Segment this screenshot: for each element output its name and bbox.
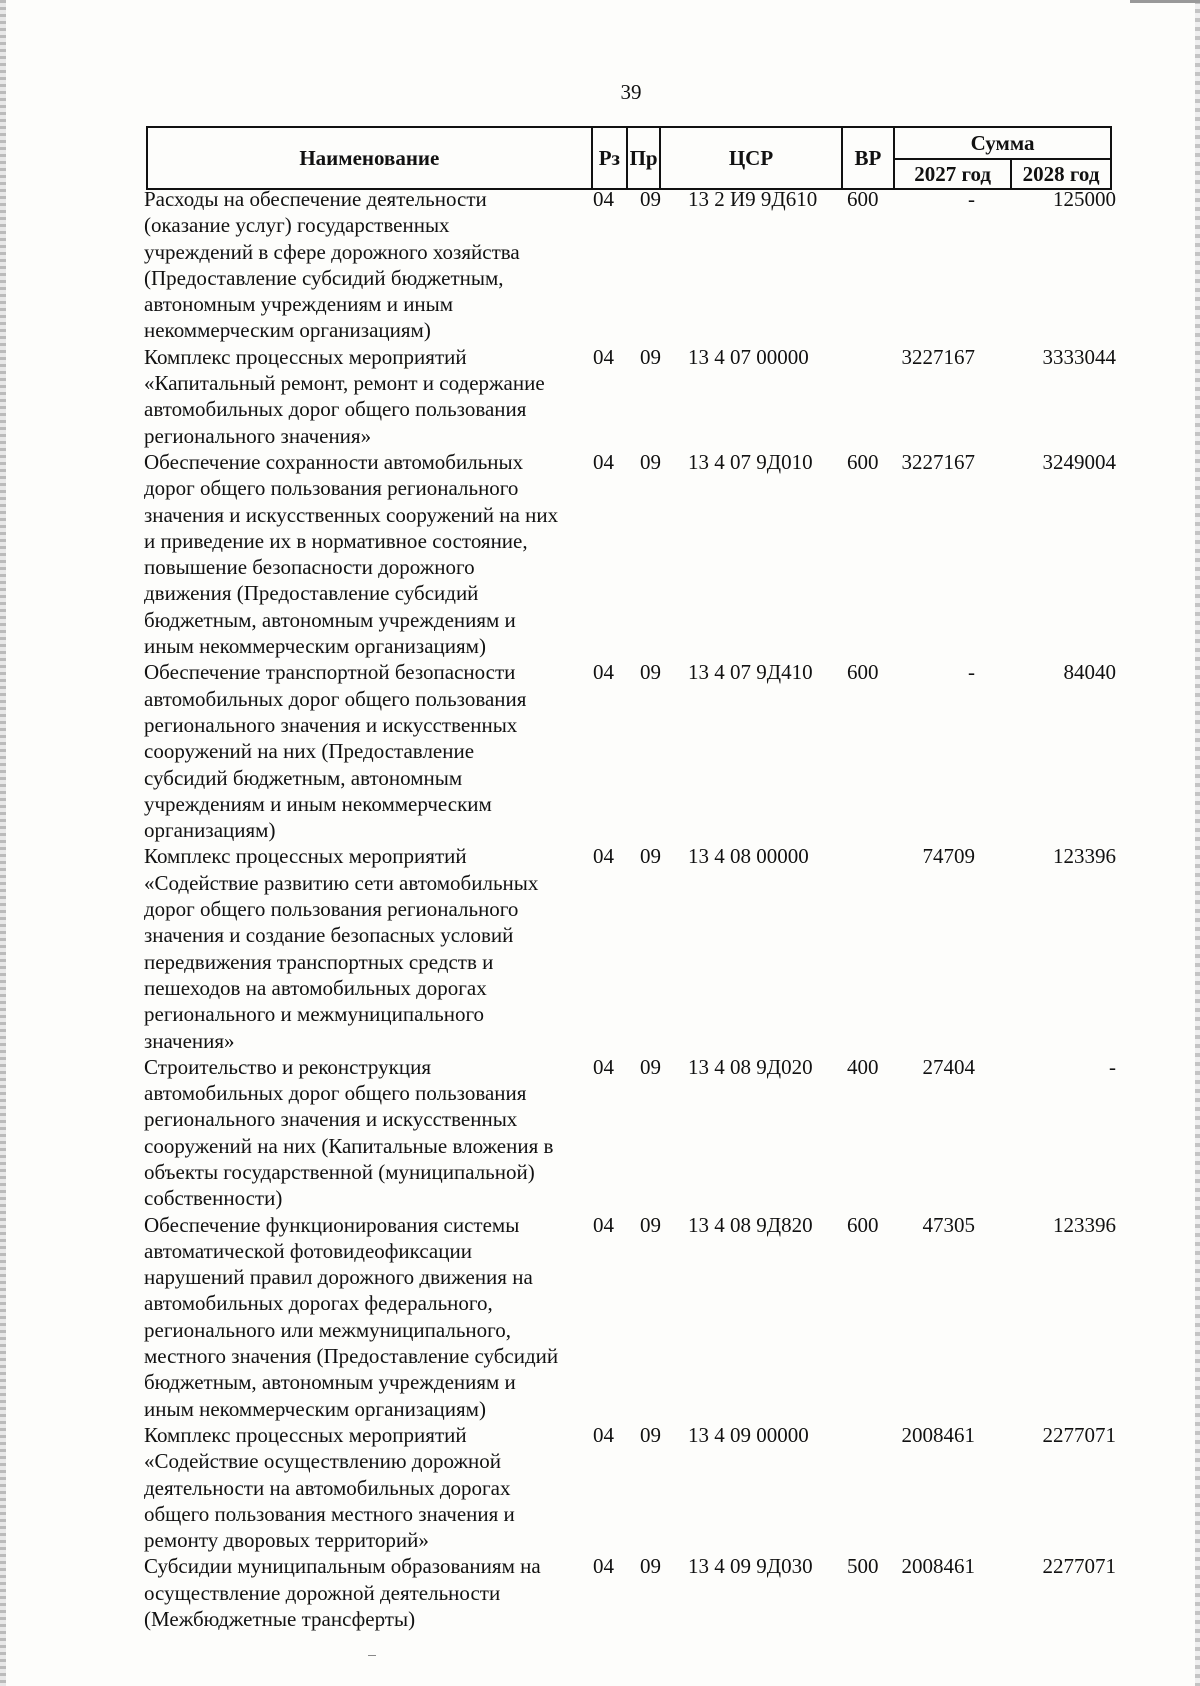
table-row (144, 843, 1116, 1053)
row-name-line: деятельности на автомобильных дорогах (144, 1475, 511, 1500)
row-name (144, 186, 580, 344)
row-vr: 600 (847, 1212, 879, 1237)
row-sum-2028: 3333044 (1042, 344, 1116, 369)
row-name-line: и приведение их в нормативное состояние, (144, 528, 528, 553)
row-sum-2027: 74709 (922, 844, 975, 869)
row-name-line: «Содействие развитию сети автомобильных (144, 870, 539, 895)
table-row (144, 1054, 1116, 1212)
row-csr: 13 4 08 9Д020 (688, 1054, 813, 1079)
row-rz: 04 (593, 1212, 614, 1237)
row-name (144, 1422, 580, 1553)
row-pr: 09 (640, 449, 661, 474)
row-name-line: автомобильных дорогах федерального, (144, 1291, 493, 1316)
row-sum-2027: - (968, 660, 975, 685)
row-name-line: Обеспечение транспортной безопасности (144, 660, 516, 685)
row-name-line: значения» (144, 1028, 235, 1053)
row-vr: 600 (847, 449, 879, 474)
row-name-line: субсидий бюджетным, автономным (144, 765, 463, 790)
row-sum-2027: 2008461 (901, 1422, 975, 1447)
row-sum-2027: 47305 (922, 1212, 975, 1237)
row-csr: 13 4 08 9Д820 (688, 1212, 813, 1237)
row-name-line: Расходы на обеспечение деятельности (144, 187, 487, 211)
row-name-line: дорог общего пользования регионального (144, 897, 519, 922)
row-name-line: бюджетным, автономным учреждениям и (144, 1370, 516, 1395)
row-name (144, 659, 580, 843)
row-vr: 400 (847, 1054, 879, 1079)
row-pr: 09 (640, 844, 661, 869)
row-vr: 600 (847, 660, 879, 685)
row-name-line: регионального значения и искусственных (144, 1107, 518, 1132)
scan-corner-mark (1130, 0, 1200, 3)
row-name-line: автономным учреждениям и иным (144, 292, 454, 317)
row-name (144, 843, 580, 1053)
row-name-line: учреждений в сфере дорожного хозяйства (144, 239, 520, 264)
row-rz: 04 (593, 844, 614, 869)
row-csr: 13 4 09 00000 (688, 1422, 809, 1447)
row-rz: 04 (593, 1554, 614, 1579)
table-row (144, 449, 1116, 659)
row-sum-2027: 3227167 (901, 449, 975, 474)
row-name-line: ремонту дворовых территорий» (144, 1528, 429, 1553)
row-sum-2028: - (1109, 1054, 1116, 1079)
header-year-2027: 2027 год (894, 159, 1011, 189)
row-csr: 13 2 И9 9Д610 (688, 187, 818, 211)
scan-edge-left (0, 0, 6, 1686)
row-sum-2027: 3227167 (901, 344, 975, 369)
row-name-line: (Предоставление субсидий бюджетным, (144, 265, 504, 290)
row-rz: 04 (593, 1422, 614, 1447)
row-name-line: регионального значения» (144, 423, 372, 448)
row-name (144, 1212, 580, 1422)
row-name-line: сооружений на них (Капитальные вложения в (144, 1133, 554, 1158)
row-name-line: (оказание услуг) государственных (144, 213, 450, 238)
row-name-line: значения и искусственных сооружений на них (144, 502, 559, 527)
row-name (144, 1054, 580, 1212)
table-header (146, 126, 1112, 190)
row-name-line: движения (Предоставление субсидий (144, 581, 479, 606)
row-name-line: иным некоммерческим организациям) (144, 634, 486, 659)
row-name-line: Субсидии муниципальным образованиям на (144, 1554, 541, 1579)
row-sum-2028: 123396 (1053, 1212, 1116, 1237)
row-sum-2027: - (968, 187, 975, 211)
row-pr: 09 (640, 344, 661, 369)
row-name-line: местного значения (Предоставление субсидий (144, 1344, 559, 1369)
header-vr: ВР (842, 127, 894, 189)
row-pr: 09 (640, 1554, 661, 1579)
row-name-line: Комплекс процессных мероприятий (144, 1422, 467, 1447)
row-name-line: учреждениям и иным некоммерческим (144, 791, 492, 816)
row-name-line: автомобильных дорог общего пользования (144, 686, 527, 711)
row-name-line: иным некоммерческим организациям) (144, 1396, 486, 1421)
row-name-line: регионального или межмуниципального, (144, 1317, 511, 1342)
table-row (144, 659, 1116, 843)
row-vr: 600 (847, 187, 879, 211)
row-rz: 04 (593, 344, 614, 369)
row-name-line: регионального значения и искусственных (144, 712, 518, 737)
row-name-line: автоматической фотовидеофиксации (144, 1238, 472, 1263)
table-body (144, 186, 1116, 1632)
row-csr: 13 4 07 00000 (688, 344, 809, 369)
row-name-line: нарушений правил дорожного движения на (144, 1265, 533, 1290)
row-name-line: дорог общего пользования регионального (144, 476, 519, 501)
row-vr: 500 (847, 1554, 879, 1579)
row-csr: 13 4 07 9Д410 (688, 660, 813, 685)
row-name-line: некоммерческим организациям) (144, 318, 431, 343)
row-rz: 04 (593, 187, 614, 211)
table-row (144, 1422, 1116, 1553)
header-pr: Пр (627, 127, 660, 189)
row-name-line: автомобильных дорог общего пользования (144, 397, 527, 422)
row-sum-2027: 27404 (922, 1054, 975, 1079)
row-pr: 09 (640, 187, 661, 211)
row-name-line: (Межбюджетные трансферты) (144, 1607, 416, 1632)
scan-speck (368, 1655, 376, 1656)
row-name-line: общего пользования местного значения и (144, 1501, 515, 1526)
row-name-line: Комплекс процессных мероприятий (144, 344, 467, 369)
row-csr: 13 4 09 9Д030 (688, 1554, 813, 1579)
table-row (144, 186, 1116, 344)
table-row (144, 1212, 1116, 1422)
row-rz: 04 (593, 660, 614, 685)
row-name (144, 449, 580, 659)
row-sum-2028: 2277071 (1042, 1554, 1116, 1579)
row-pr: 09 (640, 1422, 661, 1447)
row-rz: 04 (593, 449, 614, 474)
row-name-line: Обеспечение функционирования системы (144, 1212, 520, 1237)
table-row (144, 344, 1116, 449)
row-sum-2028: 123396 (1053, 844, 1116, 869)
header-csr: ЦСР (660, 127, 842, 189)
row-name-line: регионального и межмуниципального (144, 1002, 485, 1027)
row-name-line: Строительство и реконструкция (144, 1054, 431, 1079)
row-name-line: собственности) (144, 1186, 283, 1211)
header-rz: Рз (592, 127, 627, 189)
row-name-line: сооружений на них (Предоставление (144, 739, 475, 764)
row-name-line: пешеходов на автомобильных дорогах (144, 975, 487, 1000)
row-pr: 09 (640, 660, 661, 685)
header-name: Наименование (147, 127, 592, 189)
row-sum-2028: 125000 (1053, 187, 1116, 211)
row-name-line: значения и создание безопасных условий (144, 923, 514, 948)
row-pr: 09 (640, 1054, 661, 1079)
row-name-line: объекты государственной (муниципальной) (144, 1159, 535, 1184)
row-sum-2028: 3249004 (1042, 449, 1116, 474)
row-sum-2028: 2277071 (1042, 1422, 1116, 1447)
row-name-line: Комплекс процессных мероприятий (144, 844, 467, 869)
row-name-line: осуществление дорожной деятельности (144, 1580, 501, 1605)
row-name-line: бюджетным, автономным учреждениям и (144, 607, 516, 632)
row-name-line: передвижения транспортных средств и (144, 949, 494, 974)
row-name (144, 344, 580, 449)
header-year-2028: 2028 год (1011, 159, 1111, 189)
row-csr: 13 4 08 00000 (688, 844, 809, 869)
header-sum: Сумма (894, 127, 1111, 159)
table-row (144, 1553, 1116, 1632)
row-name-line: автомобильных дорог общего пользования (144, 1081, 527, 1106)
row-name-line: «Содействие осуществлению дорожной (144, 1449, 501, 1474)
row-name (144, 1553, 580, 1632)
row-csr: 13 4 07 9Д010 (688, 449, 813, 474)
page-number: 39 (620, 80, 642, 104)
row-name-line: организациям) (144, 818, 276, 843)
row-name-line: «Капитальный ремонт, ремонт и содержание (144, 371, 545, 396)
row-sum-2028: 84040 (1063, 660, 1116, 685)
row-pr: 09 (640, 1212, 661, 1237)
row-sum-2027: 2008461 (901, 1554, 975, 1579)
row-rz: 04 (593, 1054, 614, 1079)
row-name-line: Обеспечение сохранности автомобильных (144, 449, 524, 474)
scan-edge-right (1195, 0, 1200, 1686)
row-name-line: повышение безопасности дорожного (144, 555, 475, 580)
